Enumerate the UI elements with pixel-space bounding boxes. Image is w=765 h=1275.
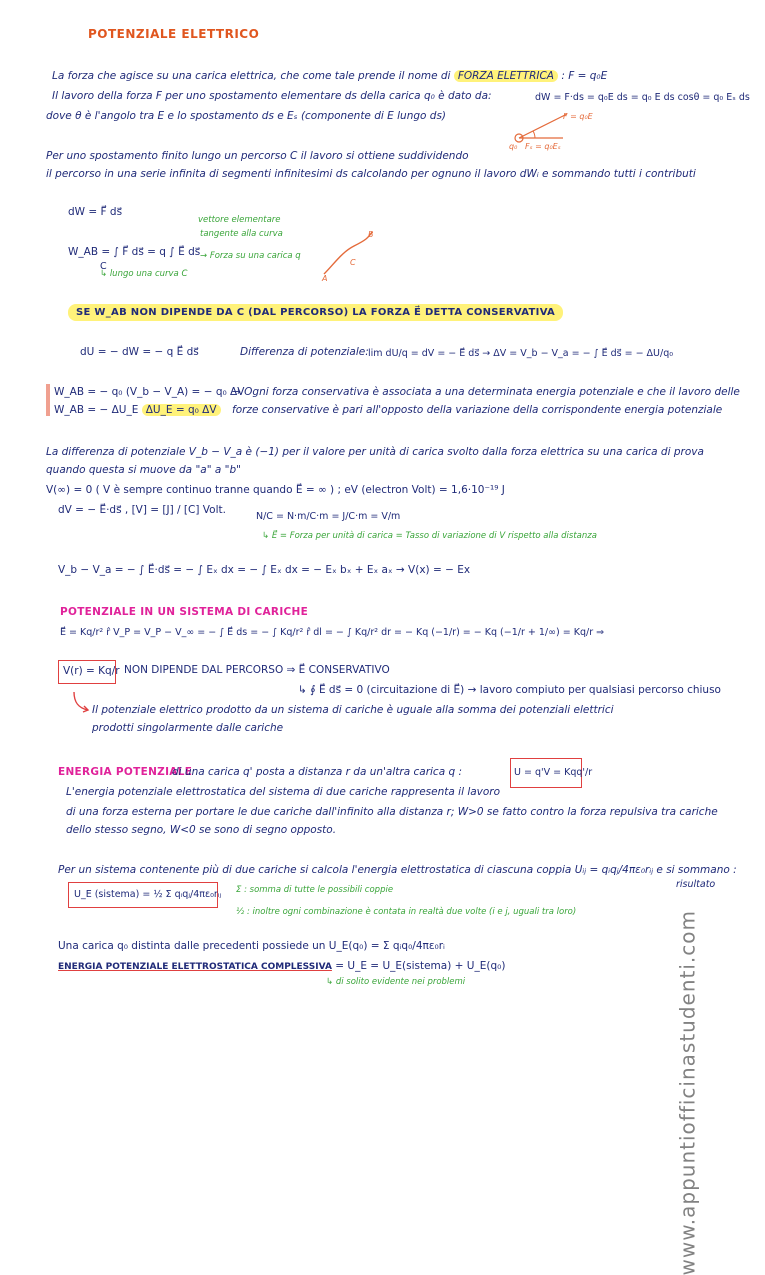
annotation-vector: vettore elementare [198,215,281,225]
intro-line-1 [52,70,607,83]
conservative-statement [68,306,563,319]
intro-text-1a: La forza che agisce su una carica elettrica, che come tale prende il nome di [52,70,451,82]
annotation-curve: ↳ lungo una curva C [100,269,188,279]
unit-equivalence: N/C = N·m/C·m = J/C·m = V/m [256,511,401,522]
conservative-highlight: SE W_AB NON DIPENDE DA C (DAL PERCORSO) LA FORZA E⃗ DETTA CONSERVATIVA [68,304,563,321]
superposition-line-1: Il potenziale elettrico prodotto da un sistema di cariche è uguale alla somma dei potenziali elettrici [92,704,614,716]
potential-difference-equation: lim dU/q = dV = − E⃗ ds⃗ → ΔV = V_b − V_a = − ∫ E⃗ ds⃗ = − ΔU/q₀ [368,348,674,359]
energy-text-3: dello stesso segno, W<0 se sono di segno opposto. [66,824,337,836]
red-arrow [72,690,92,714]
curve-point-b: B [368,230,374,239]
charge-label: q₀ [509,142,518,151]
field-meaning-annotation: ↳ E⃗ = Forza per unità di carica = Tasso di variazione di V rispetto alla distanza [262,531,597,541]
page-title: POTENZIALE ELETTRICO [88,27,260,41]
difference-definition-1: La differenza di potenziale V_b − V_a è (−1) per il valore per unità di carica svolto dalla forza elettrica su una carica di prova [46,446,704,458]
work-potential-equation-1: W_AB = − q₀ (V_b − V_A) = − q₀ ΔV [54,386,245,398]
force-label: F = q₀E [563,112,593,121]
energy-text-2: di una forza esterna per portare le due cariche dall'infinito alla distanza r; W>0 se fatto contro la forza repulsiva tra cariche [66,806,718,818]
du-equation: dU = − dW = − q E⃗ ds⃗ [80,346,199,358]
intro-line-2: Il lavoro della forza F per uno spostamento elementare ds della carica q₀ è dato da: [52,90,492,102]
energy-formula: U = q'V = Kqq'/r [514,767,593,778]
energy-text-1: L'energia potenziale elettrostatica del sistema di due cariche rappresenta il lavoro [66,786,501,798]
total-energy-note: ↳ di solito evidente nei problemi [326,977,466,987]
total-energy-equation: = U_E = U_E(sistema) + U_E(q₀) [335,960,506,972]
volt-unit-line: dV = − E⃗·ds⃗ , [V] = [J] / [C] Volt. [58,504,226,516]
intro-work-equation: dW = F·ds = q₀E ds = q₀ E ds cosθ = q₀ Eₛ ds [535,92,750,103]
intro-line-3: dove θ è l'angolo tra E e lo spostamento ds e Eₛ (componente di E lungo ds) [46,110,447,122]
conservative-energy-line-1: → Ogni forza conservativa è associata a una determinata energia potenziale e che il lavoro delle [232,386,740,398]
extra-charge-energy: Una carica q₀ distinta dalle precedenti possiede un U_E(q₀) = Σ qᵢq₀/4πε₀rᵢ [58,940,445,952]
dw-equation: dW = F⃗ ds⃗ [68,206,123,218]
difference-definition-2: quando questa si muove da "a" a "b" [46,464,241,476]
potential-difference-label: Differenza di potenziale: [240,346,369,358]
work-potential-equation-2 [54,404,221,417]
annotation-force: → Forza su una carica q [200,251,301,261]
force-component-label: Fₛ = q₀Eₛ [525,142,561,151]
curve-label-c: C [350,258,356,267]
superposition-line-2: prodotti singolarmente dalle cariche [92,722,284,734]
watermark: www.appuntiofficinastudenti.com [675,910,699,1275]
total-energy-label: ENERGIA POTENZIALE ELETTROSTATICA COMPLESSIVA [58,962,332,972]
system-heading: POTENZIALE IN UN SISTEMA DI CARICHE [60,606,309,618]
work-energy-text: W_AB = − ΔU_E [54,404,139,416]
point-charge-potential-derivation: E⃗ = Kq/r² r̂ V_P = V_P − V_∞ = − ∫ E⃗ ds = − ∫ Kq/r² r̂ dl = − ∫ Kq/r² dr = − Kq (−1/r) = − Kq (−1/r + 1/∞) = Kq/r ⇒ [60,627,605,638]
linear-potential-equation: V_b − V_a = − ∫ E⃗·ds⃗ = − ∫ Eₓ dx = − ∫ Eₓ dx = − Eₓ bₓ + Eₓ aₓ → V(x) = − Ex [58,564,471,576]
curve-point-a: A [322,274,328,283]
potential-energy-intro: di una carica q' posta a distanza r da un'altra carica q : [172,766,463,778]
point-potential-formula: V(r) = Kq/r [63,665,120,677]
energy-change-highlight: ΔU_E = q₀ ΔV [142,404,221,416]
multi-charge-note: risultato [676,879,716,890]
total-energy-line [58,960,505,974]
multi-charge-line: Per un sistema contenente più di due cariche si calcola l'energia elettrostatica di ciascuna coppia Uᵢⱼ = qᵢqⱼ/4πε₀rᵢⱼ e si sommano : [58,864,737,876]
infinity-potential-line: V(∞) = 0 ( V è sempre continuo tranne quando E⃗ = ∞ ) ; eV (electron Volt) = 1,6·10⁻¹⁹ J [46,484,505,496]
intro-text-1b: : F = q₀E [561,70,608,82]
forza-elettrica-highlight: FORZA ELETTRICA [454,70,558,82]
wab-curve-subscript: C [100,261,107,272]
path-line-1: Per uno spostamento finito lungo un percorso C il lavoro si ottiene suddividendo [46,150,469,162]
wab-equation: W_AB = ∫ F⃗ ds⃗ = q ∫ E⃗ ds⃗ [68,246,201,258]
system-energy-formula: U_E (sistema) = ½ Σ qᵢqⱼ/4πε₀rᵢⱼ [74,889,222,900]
annotation-tangent: tangente alla curva [200,229,283,239]
path-independence-statement: NON DIPENDE DAL PERCORSO ⇒ E⃗ CONSERVATIVO [124,664,390,676]
path-line-2: il percorso in una serie infinita di segmenti infinitesimi ds calcolando per ognuno il lavoro dWᵢ e sommando tutti i contributi [46,168,696,180]
sum-note: Σ : somma di tutte le possibili coppie [236,885,394,895]
circulation-statement: ↳ ∮ E⃗ ds⃗ = 0 (circuitazione di E⃗) → lavoro compiuto per qualsiasi percorso chiuso [298,684,721,696]
half-note: ½ : inoltre ogni combinazione è contata in realtà due volte (i e j, uguali tra loro) [236,907,577,917]
margin-marker [46,384,50,416]
potential-energy-heading: ENERGIA POTENZIALE [58,766,193,778]
conservative-energy-line-2: forze conservative è pari all'opposto della variazione della corrispondente energia potenziale [232,404,723,416]
